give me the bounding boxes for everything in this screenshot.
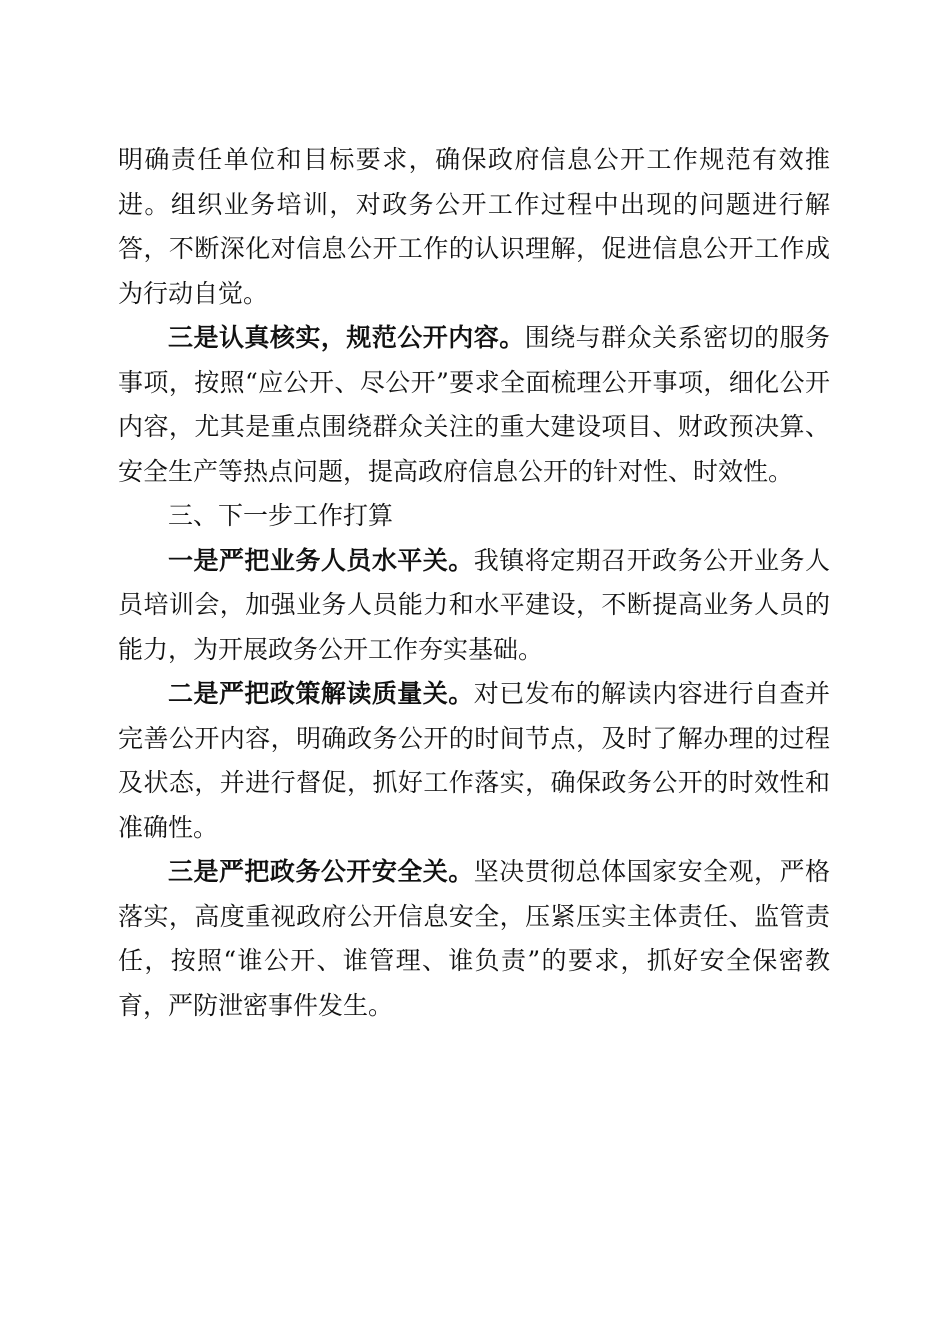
plan-body: 对已发布的解读内容进行自查并完善公开内容，明确政务公开的时间节点，及时了解办理的过程及状态，并进行督促，抓好工作落实，确保政务公开的时效性和准确性。 (118, 679, 830, 842)
plan-body: 坚决贯彻总体国家安全观，严格落实，高度重视政府公开信息安全，压紧压实主体责任、监管责任，按照“谁公开、谁管理、谁负责”的要求，抓好安全保密教育，严防泄密事件发生。 (118, 857, 830, 1020)
plan-body: 我镇将定期召开政务公开业务人员培训会，加强业务人员能力和水平建设，不断提高业务人员的能力，为开展政务公开工作夯实基础。 (118, 545, 830, 664)
paragraph-verify-content (118, 316, 830, 494)
plan-lead: 一是严把业务人员水平关。 (168, 545, 474, 575)
paragraph-body: 明确责任单位和目标要求，确保政府信息公开工作规范有效推进。组织业务培训，对政务公开工作过程中出现的问题进行解答，不断深化对信息公开工作的认识理解，促进信息公开工作成为行动自觉。 (118, 145, 830, 308)
section-heading: 三、下一步工作打算 (168, 501, 394, 530)
plan-lead: 二是严把政策解读质量关。 (168, 679, 474, 708)
paragraph-lead: 三是认真核实，规范公开内容。 (168, 323, 525, 352)
paragraph-continuation (118, 138, 830, 316)
document-body (118, 138, 830, 1028)
plan-item-1 (118, 539, 830, 673)
plan-item-3 (118, 850, 830, 1028)
plan-item-2 (118, 672, 830, 850)
paragraph-body: 围绕与群众关系密切的服务事项，按照“应公开、尽公开”要求全面梳理公开事项，细化公开内容，尤其是重点围绕群众关注的重大建设项目、财政预决算、安全生产等热点问题，提高政府信息公开的针对性、时效性。 (118, 323, 830, 486)
plan-lead: 三是严把政务公开安全关。 (168, 857, 474, 886)
